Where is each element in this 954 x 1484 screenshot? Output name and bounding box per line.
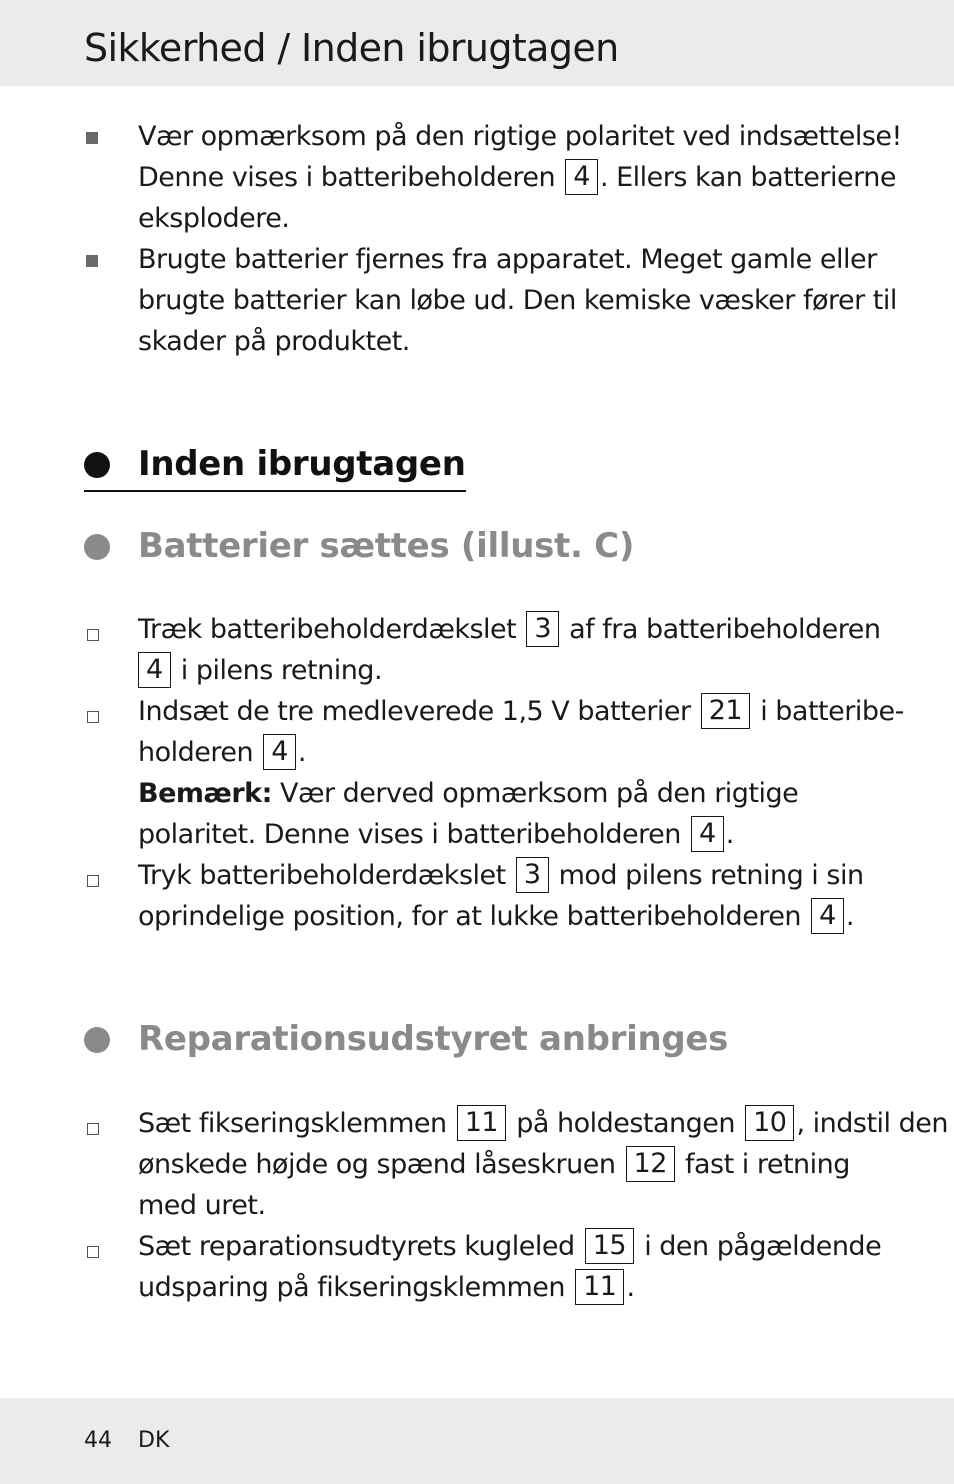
list-item: Sæt fikseringsklemmen 11 på holdestangen 10 , indstil den ønskede højde og spænd låseskruen 12 fast i retning med uret. — [0, 1103, 954, 1226]
reference-number: 4 — [691, 816, 724, 852]
page-title: Sikkerhed / Inden ibrugtagen — [84, 26, 619, 70]
section-heading-batterier: Batterier sættes (illust. C) — [84, 520, 634, 572]
section-heading-reparation: Reparationsudstyret anbringes — [84, 1013, 728, 1065]
reference-number: 11 — [575, 1269, 624, 1305]
checkbox-square-icon — [87, 629, 99, 641]
bullet-dot-icon — [84, 452, 110, 478]
square-bullet-icon — [86, 255, 98, 267]
reference-number: 12 — [626, 1146, 675, 1182]
safety-list — [0, 116, 954, 362]
reference-number: 3 — [516, 857, 549, 893]
reference-number: 4 — [565, 159, 598, 195]
list-item: Sæt reparationsudtyrets kugleled 15 i den pågældende udsparing på fikseringsklemmen 11 . — [0, 1226, 954, 1308]
list-item: Brugte batterier fjernes fra apparatet. Meget gamle eller brugte batterier kan løbe ud. Den kemiske væsker fører til skader på produktet. — [0, 239, 954, 362]
language-code: DK — [138, 1428, 170, 1453]
reference-number: 4 — [263, 734, 296, 770]
square-bullet-icon — [86, 132, 98, 144]
reference-number: 3 — [526, 611, 559, 647]
page-number: 44 — [84, 1428, 112, 1453]
bullet-dot-icon — [84, 534, 110, 560]
repair-steps — [0, 1103, 954, 1308]
list-item: Indsæt de tre medleverede 1,5 V batterier 21 i batteribe- holderen 4 . Bemærk: Vær derved opmærksom på den rigtige polaritet. Denne vises i batteribeholderen 4 . — [0, 691, 954, 855]
battery-steps — [0, 609, 954, 937]
checkbox-square-icon — [87, 1246, 99, 1258]
list-item: Træk batteribeholderdækslet 3 af fra batteribeholderen 4 i pilens retning. — [0, 609, 954, 691]
page-footer — [0, 1398, 954, 1484]
list-item: Vær opmærksom på den rigtige polaritet ved indsættelse! Denne vises i batteribeholderen 4 . Ellers kan batterierne eksplodere. — [0, 116, 954, 239]
section-heading-inden: Inden ibrugtagen — [84, 438, 466, 492]
reference-number: 10 — [745, 1105, 794, 1141]
note-label: Bemærk: — [138, 778, 272, 809]
page-header — [0, 0, 954, 86]
reference-number: 4 — [138, 652, 171, 688]
list-item: Tryk batteribeholderdækslet 3 mod pilens retning i sin oprindelige position, for at lukke batteribeholderen 4 . — [0, 855, 954, 937]
checkbox-square-icon — [87, 1123, 99, 1135]
bullet-dot-icon — [84, 1027, 110, 1053]
reference-number: 11 — [457, 1105, 506, 1141]
checkbox-square-icon — [87, 875, 99, 887]
reference-number: 4 — [811, 898, 844, 934]
checkbox-square-icon — [87, 711, 99, 723]
reference-number: 15 — [585, 1228, 634, 1264]
reference-number: 21 — [701, 693, 750, 729]
